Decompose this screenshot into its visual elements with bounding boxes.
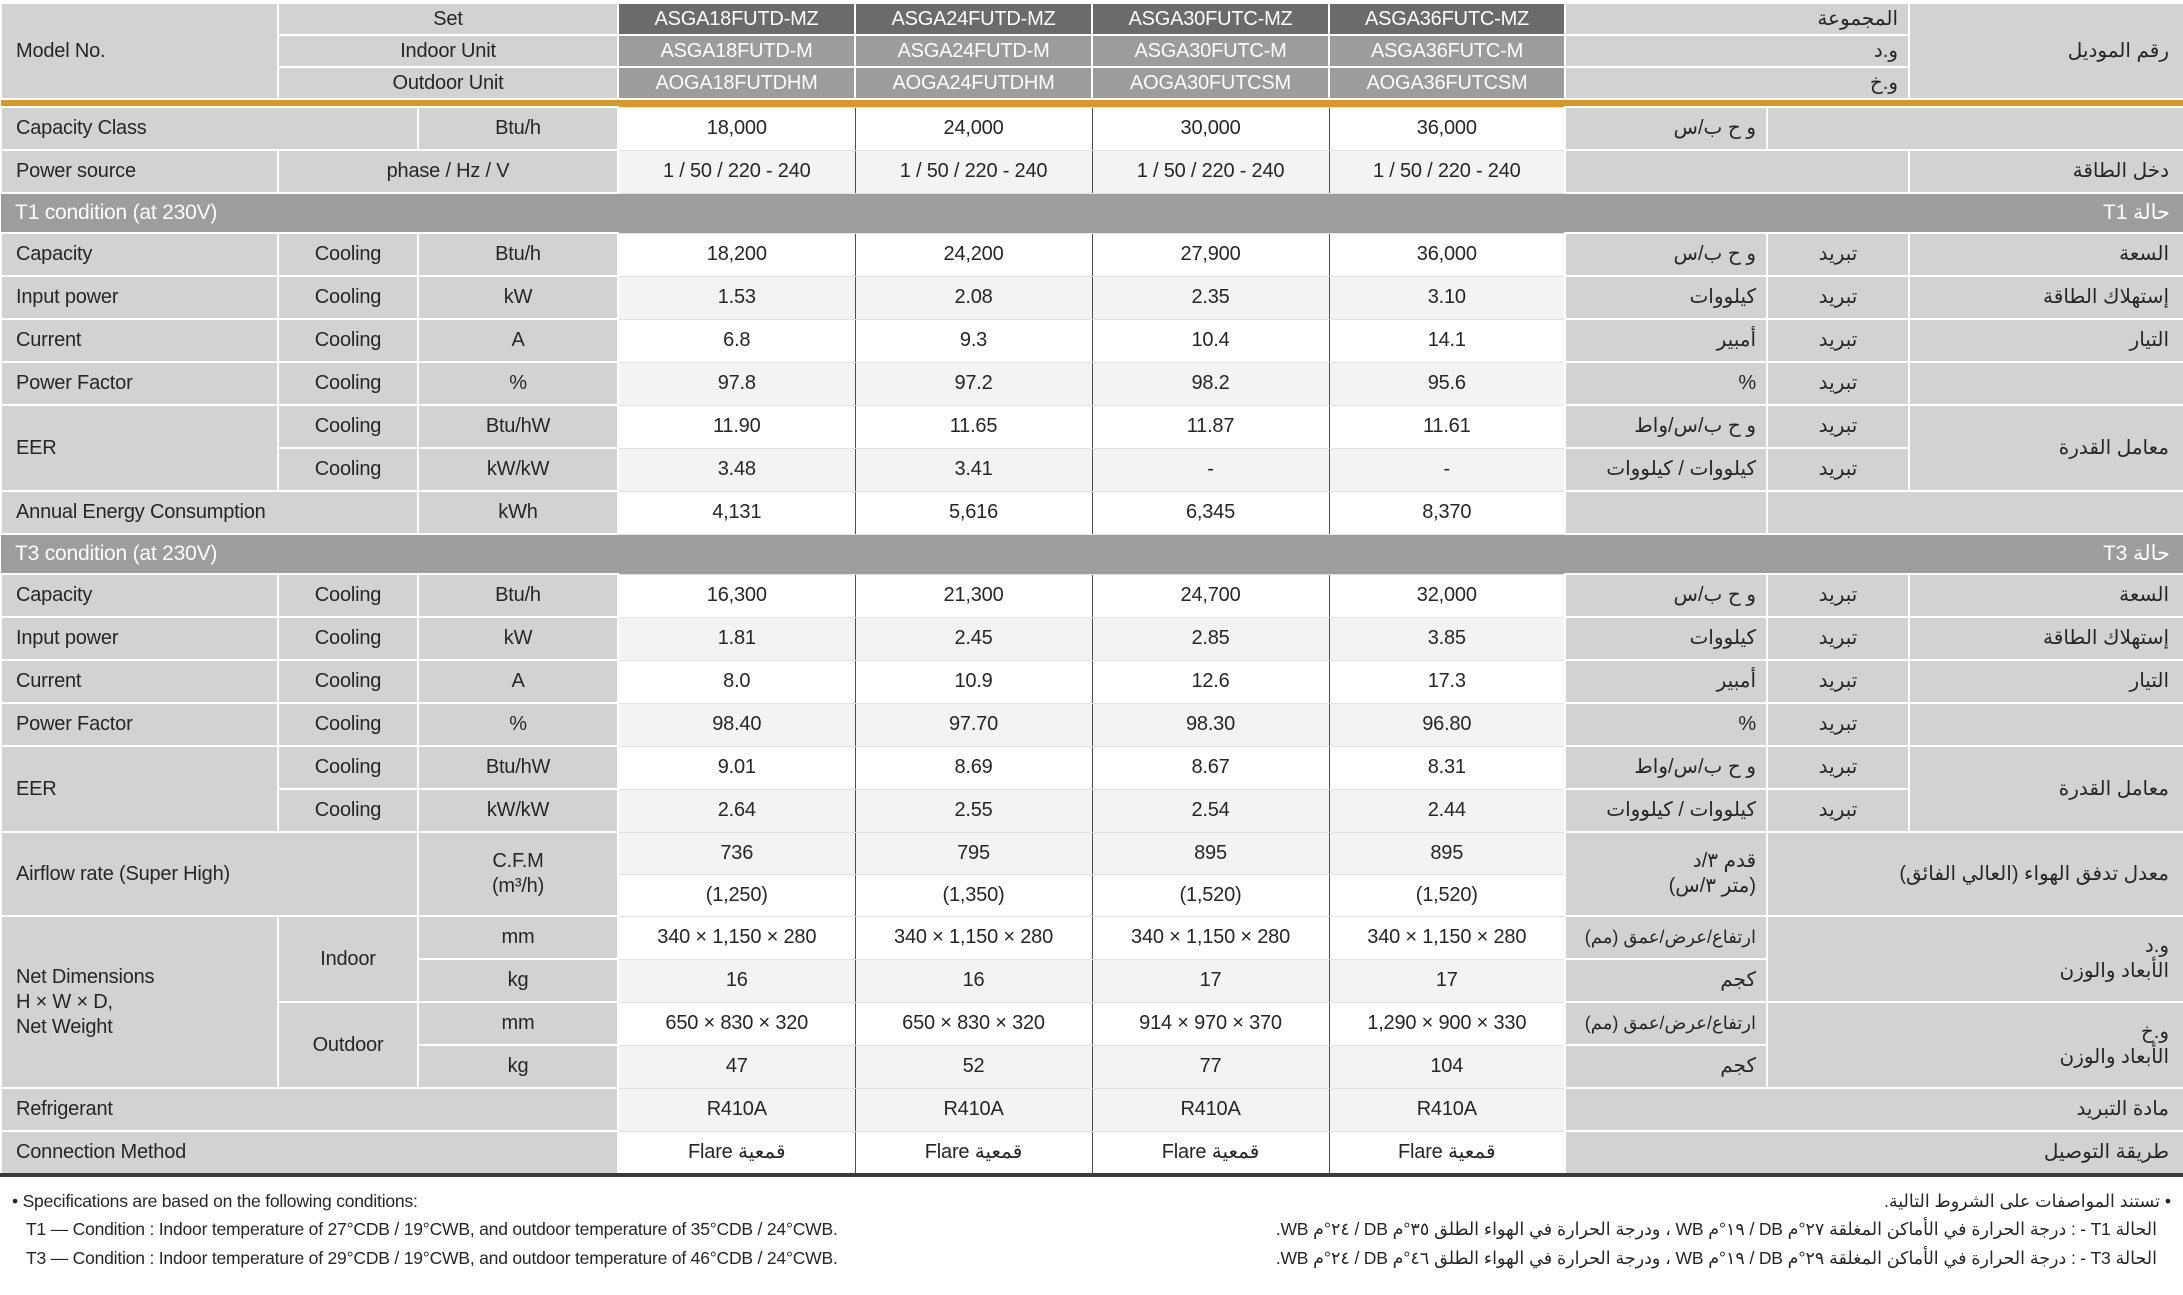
- value-cell: 36,000: [1329, 233, 1565, 276]
- unit-cell-ar: كجم: [1565, 1045, 1767, 1088]
- value-cell: 8,370: [1329, 491, 1565, 534]
- value-cell: 2.85: [1092, 617, 1329, 660]
- row-label: Capacity: [1, 233, 278, 276]
- connection-method-label-ar: طريقة التوصيل: [1565, 1131, 2183, 1175]
- outdoor-dimensions-label-ar: [1767, 1002, 2183, 1088]
- unit-cell-ar: %: [1565, 703, 1767, 746]
- unit-cell: kW/kW: [418, 448, 618, 491]
- value-cell: 97.8: [618, 362, 855, 405]
- value-cell: R410A: [1092, 1088, 1329, 1131]
- outdoor-label: Outdoor: [278, 1002, 418, 1088]
- value-cell: (1,350): [855, 874, 1092, 916]
- row-label-ar: إستهلاك الطاقة: [1909, 276, 2183, 319]
- spec-table: [0, 2, 2183, 1177]
- value-cell: 895: [1329, 832, 1565, 874]
- t3-eer-kwkw-row: [1, 789, 2183, 832]
- value-cell: 650 × 830 × 320: [618, 1002, 855, 1045]
- value-cell: Flare قمعية: [618, 1131, 855, 1175]
- value-cell: 4,131: [618, 491, 855, 534]
- annual-label: Annual Energy Consumption: [1, 491, 418, 534]
- mode-cell: Cooling: [278, 233, 418, 276]
- model-indoor-cell: ASGA36FUTC-M: [1329, 35, 1565, 67]
- row-label-ar: السعة: [1909, 233, 2183, 276]
- outdoor-mm-row: [1, 1002, 2183, 1045]
- mode-cell-ar: تبريد: [1767, 362, 1909, 405]
- unit-cell-ar: كيلووات: [1565, 276, 1767, 319]
- indoor-unit-label-ar: و.د: [1565, 35, 1909, 67]
- t1-eer-btuhw-row: [1, 405, 2183, 448]
- outdoor-ar-line2: الأبعاد والوزن: [2059, 1046, 2170, 1068]
- value-cell: 795: [855, 832, 1092, 874]
- value-cell: 77: [1092, 1045, 1329, 1088]
- value-cell: 18,000: [618, 107, 855, 150]
- unit-cell-ar: %: [1565, 362, 1767, 405]
- value-cell: 97.2: [855, 362, 1092, 405]
- empty-cell: [1767, 107, 2183, 150]
- value-cell: R410A: [1329, 1088, 1565, 1131]
- t3-eer-btuhw-row: [1, 746, 2183, 789]
- connection-method-label: Connection Method: [1, 1131, 618, 1175]
- value-cell: 1.81: [618, 617, 855, 660]
- value-cell: 6,345: [1092, 491, 1329, 534]
- value-cell: -: [1092, 448, 1329, 491]
- value-cell: 6.8: [618, 319, 855, 362]
- value-cell: Flare قمعية: [1329, 1131, 1565, 1175]
- row-label-ar: التيار: [1909, 660, 2183, 703]
- value-cell: 650 × 830 × 320: [855, 1002, 1092, 1045]
- value-cell: 340 × 1,150 × 280: [1092, 916, 1329, 959]
- note-t1-condition: T1 — Condition : Indoor temperature of 27°CDB / 19°CWB, and outdoor temperature of 35°CDB / 24°CWB.: [26, 1219, 838, 1240]
- unit-cell: A: [418, 319, 618, 362]
- value-cell: 96.80: [1329, 703, 1565, 746]
- value-cell: 16,300: [618, 574, 855, 617]
- row-label: Input power: [1, 617, 278, 660]
- unit-cell-ar: كيلووات / كيلووات: [1565, 448, 1767, 491]
- indoor-dimensions-label-ar: [1767, 916, 2183, 1002]
- value-cell: 18,200: [618, 233, 855, 276]
- airflow-unit-cfm-ar: قدم ٣/د: [1692, 850, 1757, 872]
- unit-cell-ar: كيلووات / كيلووات: [1565, 789, 1767, 832]
- indoor-unit-label: Indoor Unit: [278, 35, 618, 67]
- model-no-label: Model No.: [1, 3, 278, 99]
- mode-cell: Cooling: [278, 448, 418, 491]
- unit-cell: kW: [418, 617, 618, 660]
- airflow-unit-ar: [1565, 832, 1767, 916]
- value-cell: 914 × 970 × 370: [1092, 1002, 1329, 1045]
- t3-input-power-row: [1, 617, 2183, 660]
- dimensions-label-line1: Net Dimensions: [16, 965, 155, 988]
- model-set-cell: ASGA30FUTC-MZ: [1092, 3, 1329, 35]
- note-t1-condition-ar: الحالة T1 - : درجة الحرارة في الأماكن المغلقة ٢٧°م DB / ١٩°م WB ، ودرجة الحرارة في الهواء الطلق ٣٥°م DB / ٢٤°م WB.: [1275, 1219, 2157, 1240]
- model-outdoor-cell: AOGA36FUTCSM: [1329, 67, 1565, 99]
- value-cell: 1,290 × 900 × 330: [1329, 1002, 1565, 1045]
- value-cell: 11.65: [855, 405, 1092, 448]
- footnotes-ar: [1276, 1187, 2171, 1272]
- note-conditions-ar: • تستند المواصفات على الشروط التالية.: [1884, 1191, 2171, 1211]
- empty-cell: [1565, 150, 1909, 193]
- value-cell: 3.85: [1329, 617, 1565, 660]
- mode-cell: Cooling: [278, 660, 418, 703]
- mode-cell-ar: تبريد: [1767, 233, 1909, 276]
- outdoor-ar-line1: و.خ: [2140, 1021, 2170, 1043]
- value-cell: R410A: [618, 1088, 855, 1131]
- value-cell: 2.54: [1092, 789, 1329, 832]
- value-cell: 9.3: [855, 319, 1092, 362]
- model-set-cell: ASGA24FUTD-MZ: [855, 3, 1092, 35]
- unit-cell-ar: و ح ب/س: [1565, 574, 1767, 617]
- value-cell: 3.48: [618, 448, 855, 491]
- unit-cell-ar: و ح ب/س/واط: [1565, 746, 1767, 789]
- model-indoor-row: [1, 35, 2183, 67]
- value-cell: -: [1329, 448, 1565, 491]
- model-indoor-cell: ASGA30FUTC-M: [1092, 35, 1329, 67]
- model-indoor-cell: ASGA24FUTD-M: [855, 35, 1092, 67]
- mode-cell-ar: تبريد: [1767, 789, 1909, 832]
- mode-cell: Cooling: [278, 574, 418, 617]
- airflow-unit-cfm: C.F.M: [492, 850, 544, 872]
- value-cell: 12.6: [1092, 660, 1329, 703]
- value-cell: R410A: [855, 1088, 1092, 1131]
- value-cell: 30,000: [1092, 107, 1329, 150]
- value-cell: 10.9: [855, 660, 1092, 703]
- t3-capacity-row: [1, 574, 2183, 617]
- airflow-unit-m3h: (m³/h): [491, 875, 545, 897]
- t1-annual-row: [1, 491, 2183, 534]
- indoor-mm-row: [1, 916, 2183, 959]
- unit-cell: kg: [418, 959, 618, 1002]
- value-cell: 340 × 1,150 × 280: [618, 916, 855, 959]
- value-cell: 8.31: [1329, 746, 1565, 789]
- value-cell: (1,520): [1329, 874, 1565, 916]
- value-cell: Flare قمعية: [855, 1131, 1092, 1175]
- value-cell: 3.10: [1329, 276, 1565, 319]
- mode-cell: Cooling: [278, 617, 418, 660]
- unit-cell: Btu/hW: [418, 405, 618, 448]
- model-set-row: [1, 3, 2183, 35]
- row-label: Power Factor: [1, 362, 278, 405]
- value-cell: 2.08: [855, 276, 1092, 319]
- t1-power-factor-row: [1, 362, 2183, 405]
- value-cell: 2.45: [855, 617, 1092, 660]
- footnotes: [0, 1177, 2183, 1272]
- refrigerant-label: Refrigerant: [1, 1088, 618, 1131]
- unit-cell: A: [418, 660, 618, 703]
- value-cell: 21,300: [855, 574, 1092, 617]
- row-label-ar: إستهلاك الطاقة: [1909, 617, 2183, 660]
- mode-cell-ar: تبريد: [1767, 746, 1909, 789]
- capacity-class-row: [1, 107, 2183, 150]
- mode-cell-ar: تبريد: [1767, 660, 1909, 703]
- value-cell: 17.3: [1329, 660, 1565, 703]
- note-conditions: • Specifications are based on the following conditions:: [12, 1191, 418, 1211]
- unit-cell-ar: أمبير: [1565, 319, 1767, 362]
- value-cell: 736: [618, 832, 855, 874]
- capacity-class-unit: Btu/h: [418, 107, 618, 150]
- model-no-label-ar: رقم الموديل: [1909, 3, 2183, 99]
- capacity-class-label: Capacity Class: [1, 107, 418, 150]
- model-outdoor-cell: AOGA30FUTCSM: [1092, 67, 1329, 99]
- unit-cell: kW: [418, 276, 618, 319]
- value-cell: 2.55: [855, 789, 1092, 832]
- value-cell: 8.0: [618, 660, 855, 703]
- value-cell: 5,616: [855, 491, 1092, 534]
- unit-cell-ar: و ح ب/س/واط: [1565, 405, 1767, 448]
- value-cell: 16: [855, 959, 1092, 1002]
- model-outdoor-cell: AOGA24FUTDHM: [855, 67, 1092, 99]
- model-indoor-cell: ASGA18FUTD-M: [618, 35, 855, 67]
- refrigerant-label-ar: مادة التبريد: [1565, 1088, 2183, 1131]
- value-cell: 8.67: [1092, 746, 1329, 789]
- t3-section-title-ar: حالة T3: [2103, 541, 2171, 565]
- mode-cell: Cooling: [278, 789, 418, 832]
- value-cell: 98.30: [1092, 703, 1329, 746]
- value-cell: 1 / 50 / 220 - 240: [855, 150, 1092, 193]
- t1-section-title: T1 condition (at 230V): [15, 200, 218, 224]
- value-cell: 14.1: [1329, 319, 1565, 362]
- mode-cell: Cooling: [278, 746, 418, 789]
- value-cell: 24,700: [1092, 574, 1329, 617]
- t3-current-row: [1, 660, 2183, 703]
- unit-cell-ar: أمبير: [1565, 660, 1767, 703]
- unit-cell: Btu/h: [418, 233, 618, 276]
- unit-cell-ar: ارتفاع/عرض/عمق (مم): [1565, 916, 1767, 959]
- indoor-label: Indoor: [278, 916, 418, 1002]
- mode-cell: Cooling: [278, 276, 418, 319]
- t1-capacity-row: [1, 233, 2183, 276]
- value-cell: 1 / 50 / 220 - 240: [1092, 150, 1329, 193]
- t3-power-factor-row: [1, 703, 2183, 746]
- power-source-label-ar: دخل الطاقة: [1909, 150, 2183, 193]
- t1-section-bar: [1, 193, 2183, 233]
- footnotes-en: [12, 1187, 838, 1272]
- dimensions-label-line3: Net Weight: [16, 1015, 113, 1038]
- value-cell: 17: [1329, 959, 1565, 1002]
- value-cell: 24,000: [855, 107, 1092, 150]
- t1-input-power-row: [1, 276, 2183, 319]
- outdoor-unit-label: Outdoor Unit: [278, 67, 618, 99]
- value-cell: 10.4: [1092, 319, 1329, 362]
- eer-label: EER: [1, 405, 278, 491]
- value-cell: 11.87: [1092, 405, 1329, 448]
- model-set-cell: ASGA18FUTD-MZ: [618, 3, 855, 35]
- unit-cell-ar: و ح ب/س: [1565, 233, 1767, 276]
- value-cell: 98.2: [1092, 362, 1329, 405]
- value-cell: 32,000: [1329, 574, 1565, 617]
- value-cell: 1 / 50 / 220 - 240: [1329, 150, 1565, 193]
- row-label: Input power: [1, 276, 278, 319]
- value-cell: 27,900: [1092, 233, 1329, 276]
- empty-cell: [1767, 491, 2183, 534]
- note-t3-condition-ar: الحالة T3 - : درجة الحرارة في الأماكن المغلقة ٢٩°م DB / ١٩°م WB ، ودرجة الحرارة في الهواء الطلق ٤٦°م DB / ٢٤°م WB.: [1275, 1247, 2157, 1268]
- t3-section-title: T3 condition (at 230V): [15, 541, 218, 565]
- airflow-label-ar: معدل تدفق الهواء (العالي الفائق): [1767, 832, 2183, 916]
- mode-cell: Cooling: [278, 405, 418, 448]
- value-cell: 2.35: [1092, 276, 1329, 319]
- mode-cell: Cooling: [278, 362, 418, 405]
- value-cell: 11.61: [1329, 405, 1565, 448]
- empty-cell: [1909, 362, 2183, 405]
- row-label: Current: [1, 660, 278, 703]
- unit-cell: kWh: [418, 491, 618, 534]
- airflow-unit: [418, 832, 618, 916]
- value-cell: 98.40: [618, 703, 855, 746]
- value-cell: 1.53: [618, 276, 855, 319]
- t1-current-row: [1, 319, 2183, 362]
- value-cell: 895: [1092, 832, 1329, 874]
- unit-cell: %: [418, 362, 618, 405]
- connection-method-row: [1, 1131, 2183, 1175]
- value-cell: 24,200: [855, 233, 1092, 276]
- gold-separator: [1, 99, 2183, 107]
- value-cell: (1,250): [618, 874, 855, 916]
- row-label: Power Factor: [1, 703, 278, 746]
- value-cell: 1 / 50 / 220 - 240: [618, 150, 855, 193]
- empty-cell: [1565, 491, 1767, 534]
- unit-cell: Btu/h: [418, 574, 618, 617]
- mode-cell-ar: تبريد: [1767, 448, 1909, 491]
- t1-section-title-ar: حالة T1: [2103, 200, 2171, 224]
- eer-label-ar: معامل القدرة: [1909, 405, 2183, 491]
- value-cell: 340 × 1,150 × 280: [855, 916, 1092, 959]
- mode-cell-ar: تبريد: [1767, 574, 1909, 617]
- power-source-unit: phase / Hz / V: [278, 150, 618, 193]
- mode-cell: Cooling: [278, 703, 418, 746]
- mode-cell: Cooling: [278, 319, 418, 362]
- value-cell: 11.90: [618, 405, 855, 448]
- unit-cell-ar: ارتفاع/عرض/عمق (مم): [1565, 1002, 1767, 1045]
- row-label: Current: [1, 319, 278, 362]
- unit-cell: Btu/hW: [418, 746, 618, 789]
- unit-cell: kW/kW: [418, 789, 618, 832]
- value-cell: 17: [1092, 959, 1329, 1002]
- value-cell: 52: [855, 1045, 1092, 1088]
- value-cell: 2.64: [618, 789, 855, 832]
- empty-cell: [1909, 703, 2183, 746]
- value-cell: (1,520): [1092, 874, 1329, 916]
- model-outdoor-cell: AOGA18FUTDHM: [618, 67, 855, 99]
- value-cell: 8.69: [855, 746, 1092, 789]
- value-cell: 36,000: [1329, 107, 1565, 150]
- value-cell: 95.6: [1329, 362, 1565, 405]
- value-cell: 9.01: [618, 746, 855, 789]
- value-cell: 16: [618, 959, 855, 1002]
- row-label-ar: التيار: [1909, 319, 2183, 362]
- unit-cell: %: [418, 703, 618, 746]
- eer-label: EER: [1, 746, 278, 832]
- airflow-unit-m3h-ar: (متر ٣/س): [1668, 875, 1757, 897]
- refrigerant-row: [1, 1088, 2183, 1131]
- row-label: Capacity: [1, 574, 278, 617]
- value-cell: 340 × 1,150 × 280: [1329, 916, 1565, 959]
- value-cell: 47: [618, 1045, 855, 1088]
- set-label-ar: المجموعة: [1565, 3, 1909, 35]
- unit-cell-ar: كيلووات: [1565, 617, 1767, 660]
- row-label-ar: السعة: [1909, 574, 2183, 617]
- value-cell: 104: [1329, 1045, 1565, 1088]
- mode-cell-ar: تبريد: [1767, 319, 1909, 362]
- dimensions-label: [1, 916, 278, 1088]
- mode-cell-ar: تبريد: [1767, 405, 1909, 448]
- t1-eer-kwkw-row: [1, 448, 2183, 491]
- unit-cell: kg: [418, 1045, 618, 1088]
- capacity-class-unit-ar: و ح ب/س: [1565, 107, 1767, 150]
- note-t3-condition: T3 — Condition : Indoor temperature of 29°CDB / 19°CWB, and outdoor temperature of 46°CDB / 24°CWB.: [26, 1247, 838, 1268]
- value-cell: Flare قمعية: [1092, 1131, 1329, 1175]
- value-cell: 97.70: [855, 703, 1092, 746]
- power-source-label: Power source: [1, 150, 278, 193]
- value-cell: 2.44: [1329, 789, 1565, 832]
- unit-cell: mm: [418, 1002, 618, 1045]
- outdoor-unit-label-ar: و.خ: [1565, 67, 1909, 99]
- mode-cell-ar: تبريد: [1767, 617, 1909, 660]
- t3-section-bar: [1, 534, 2183, 574]
- airflow-label: Airflow rate (Super High): [1, 832, 418, 916]
- model-outdoor-row: [1, 67, 2183, 99]
- dimensions-label-line2: H × W × D,: [16, 990, 113, 1013]
- power-source-row: [1, 150, 2183, 193]
- model-set-cell: ASGA36FUTC-MZ: [1329, 3, 1565, 35]
- unit-cell-ar: كجم: [1565, 959, 1767, 1002]
- unit-cell: mm: [418, 916, 618, 959]
- indoor-ar-line2: الأبعاد والوزن: [2059, 960, 2170, 982]
- set-label: Set: [278, 3, 618, 35]
- indoor-ar-line1: و.د: [2144, 935, 2170, 957]
- value-cell: 3.41: [855, 448, 1092, 491]
- mode-cell-ar: تبريد: [1767, 276, 1909, 319]
- eer-label-ar: معامل القدرة: [1909, 746, 2183, 832]
- airflow-cfm-row: [1, 832, 2183, 874]
- mode-cell-ar: تبريد: [1767, 703, 1909, 746]
